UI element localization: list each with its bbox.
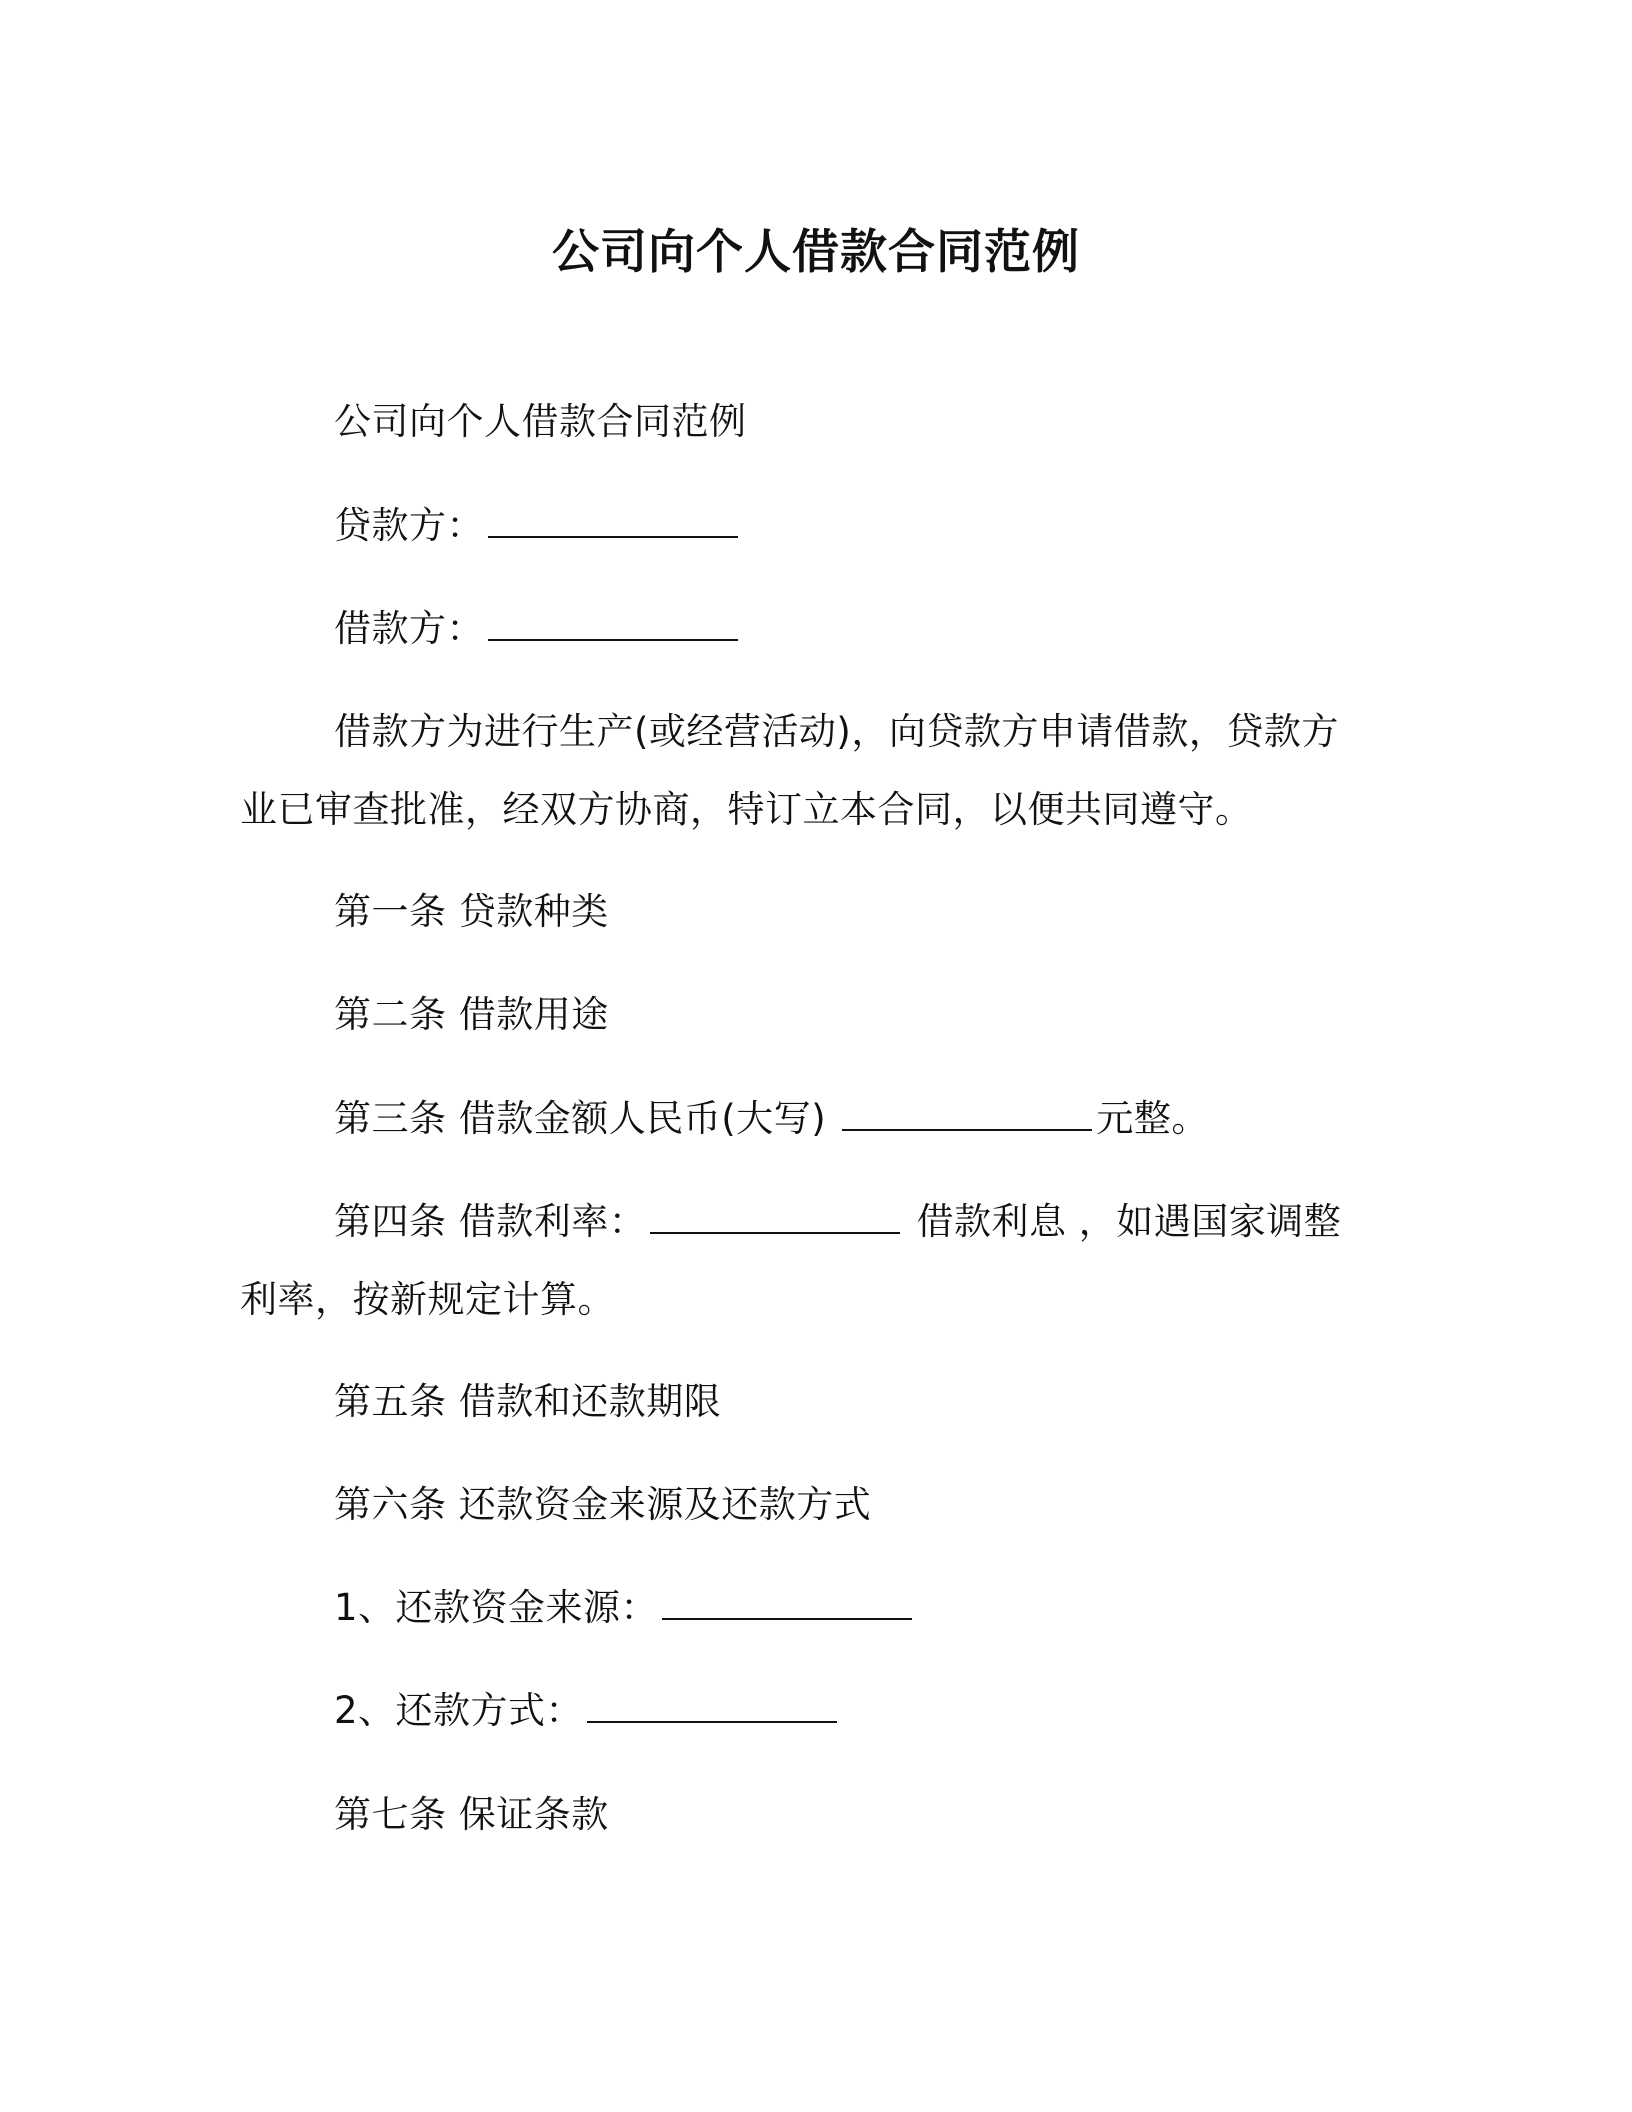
loan-amount-blank[interactable] [842, 1099, 1092, 1131]
repayment-source-blank[interactable] [662, 1588, 912, 1620]
subtitle: 公司向个人借款合同范例 [334, 400, 747, 443]
repayment-method-blank[interactable] [587, 1691, 837, 1723]
lender-label: 贷款方： [334, 504, 484, 547]
repayment-method-label: 2、还款方式： [334, 1689, 584, 1732]
article-5: 第五条 借款和还款期限 [334, 1380, 722, 1423]
interest-rate-blank[interactable] [650, 1202, 900, 1234]
article-4-suffix: 借款利息 ，如遇国家调整利率，按新规定计算。 [240, 1200, 1342, 1321]
intro-paragraph: 借款方为进行生产(或经营活动)，向贷款方申请借款，贷款方业已审查批准，经双方协商，特订立本合同，以便共同遵守。 [240, 710, 1339, 831]
article-4 [240, 1183, 1370, 1339]
article-6: 第六条 还款资金来源及还款方式 [334, 1483, 872, 1526]
article-2: 第二条 借款用途 [334, 993, 609, 1036]
lender-line [334, 487, 1484, 565]
article-3-prefix: 第三条 借款金额人民币(大写) [334, 1097, 839, 1140]
borrower-line [334, 590, 1484, 668]
article-4-prefix: 第四条 借款利率： [334, 1200, 647, 1243]
borrower-label: 借款方： [334, 607, 484, 650]
article-3-suffix: 元整。 [1096, 1097, 1209, 1140]
repayment-source-label: 1、还款资金来源： [334, 1586, 659, 1629]
document-title: 公司向个人借款合同范例 [552, 225, 1080, 280]
lender-blank[interactable] [488, 506, 738, 538]
repayment-method-line [334, 1672, 1484, 1750]
article-3 [334, 1080, 1484, 1158]
article-7: 第七条 保证条款 [334, 1793, 609, 1836]
article-1: 第一条 贷款种类 [334, 890, 609, 933]
repayment-source-line [334, 1569, 1484, 1647]
borrower-blank[interactable] [488, 609, 738, 641]
